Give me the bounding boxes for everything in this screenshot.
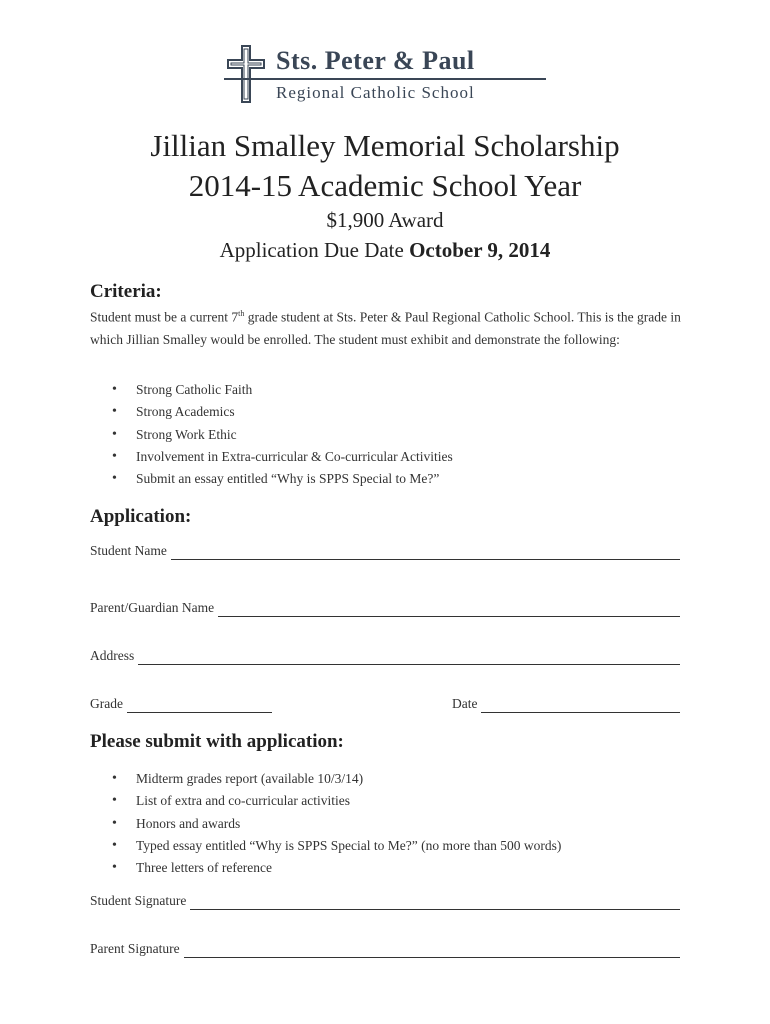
list-item: • Honors and awards: [112, 813, 561, 835]
date-field[interactable]: [452, 695, 680, 713]
address-label: Address: [90, 648, 135, 663]
parent-name-label: Parent/Guardian Name: [90, 600, 215, 615]
due-date-label: Application Due Date: [219, 238, 404, 262]
student-name-field[interactable]: [90, 542, 680, 560]
due-date-line: [0, 236, 770, 264]
list-item: • Strong Work Ethic: [112, 424, 453, 446]
logo-name-top: Sts. Peter & Paul: [276, 46, 475, 75]
school-logo: [224, 44, 546, 106]
address-line[interactable]: [138, 650, 680, 665]
student-signature-field[interactable]: [90, 892, 680, 910]
list-item: • Strong Academics: [112, 401, 453, 423]
parent-signature-field[interactable]: [90, 940, 680, 958]
list-item: • Midterm grades report (available 10/3/14): [112, 768, 561, 790]
list-item: • Involvement in Extra-curricular & Co-curricular Activities: [112, 446, 453, 468]
criteria-list: [112, 379, 453, 490]
academic-year: 2014-15 Academic School Year: [188, 168, 582, 203]
parent-name-field[interactable]: [90, 599, 680, 617]
address-field[interactable]: [90, 647, 680, 665]
student-name-line[interactable]: [171, 545, 680, 560]
list-item: • Strong Catholic Faith: [112, 379, 453, 401]
criteria-heading: Criteria:: [90, 281, 162, 302]
list-item: • Three letters of reference: [112, 857, 561, 879]
submit-list: [112, 768, 561, 879]
logo-name-bottom: Regional Catholic School: [276, 83, 475, 102]
criteria-superscript: th: [238, 309, 245, 318]
criteria-text-b: grade student at Sts. Peter & Paul Regional Catholic School. This is the grade in which Jillian Smalley would be enrolled. The student must exhibit and demonstrate the following:: [90, 309, 681, 347]
scholarship-title: Jillian Smalley Memorial Scholarship: [150, 128, 620, 163]
list-item: • Typed essay entitled “Why is SPPS Special to Me?” (no more than 500 words): [112, 835, 561, 857]
cross-icon: [224, 44, 276, 104]
criteria-text-a: Student must be a current 7: [90, 309, 239, 325]
list-item: • Submit an essay entitled “Why is SPPS Special to Me?”: [112, 468, 453, 490]
logo-rule: [224, 78, 546, 80]
student-signature-label: Student Signature: [90, 893, 187, 908]
list-item: • List of extra and co-curricular activities: [112, 790, 561, 812]
grade-label: Grade: [90, 696, 123, 711]
date-line[interactable]: [481, 698, 680, 713]
application-heading: Application:: [90, 506, 192, 527]
submit-heading: Please submit with application:: [90, 731, 344, 752]
student-signature-line[interactable]: [190, 895, 680, 910]
due-date-value: October 9, 2014: [409, 238, 551, 262]
grade-field[interactable]: [90, 695, 272, 713]
parent-signature-label: Parent Signature: [90, 941, 180, 956]
grade-line[interactable]: [127, 698, 272, 713]
student-name-label: Student Name: [90, 543, 167, 558]
criteria-paragraph: [90, 303, 690, 351]
parent-name-line[interactable]: [218, 602, 680, 617]
parent-signature-line[interactable]: [184, 943, 680, 958]
award-amount: $1,900 Award: [326, 208, 444, 232]
date-label: Date: [452, 696, 478, 711]
